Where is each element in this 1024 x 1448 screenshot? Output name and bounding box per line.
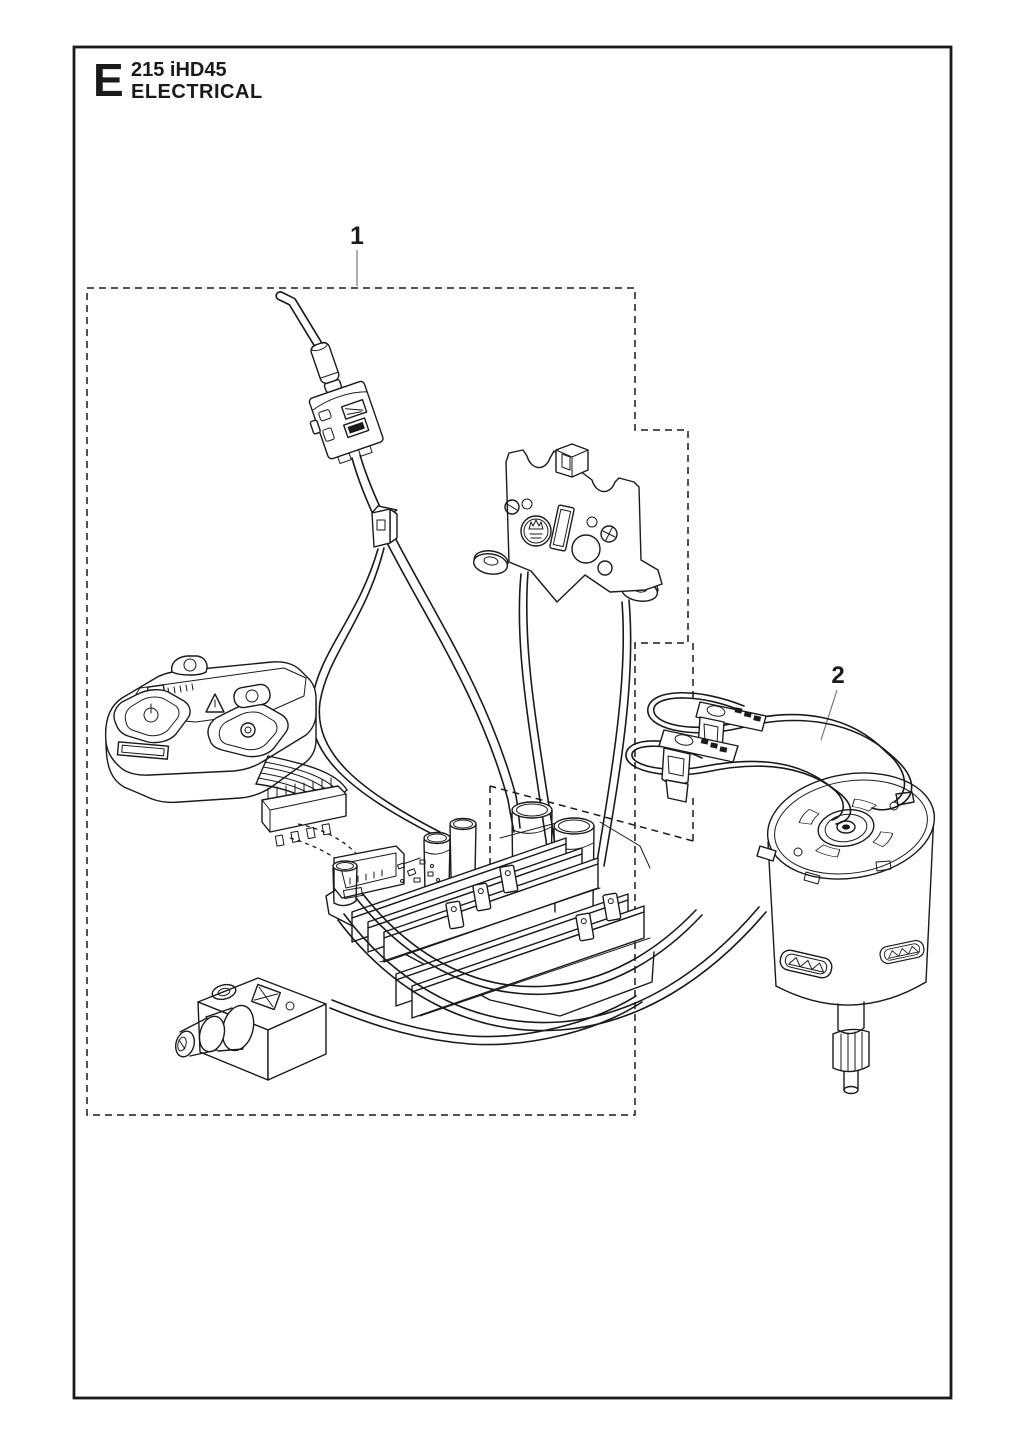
motor-vent-slot-right (879, 939, 926, 965)
sensor-connector-2-tip (666, 780, 688, 802)
capacitor-small-2 (450, 819, 476, 878)
keypad-module (106, 656, 374, 871)
callout-1-label: 1 (350, 222, 364, 250)
callout-2-label: 2 (831, 662, 845, 689)
keypad-ear-top (172, 656, 207, 675)
diagram-header (93, 54, 263, 106)
motor-shaft (833, 1002, 869, 1094)
connector-body (287, 334, 387, 468)
motor-vent-slot-left (778, 948, 833, 979)
solenoid (173, 978, 326, 1080)
power-connector (259, 278, 392, 472)
sensor-board-2 (659, 730, 738, 802)
ribbon-connector (262, 778, 346, 846)
pin-plug (311, 506, 440, 836)
section-title: ELECTRICAL (131, 81, 263, 103)
section-letter: E (93, 54, 124, 106)
mounting-bracket (472, 444, 662, 868)
motor-body-bottom (776, 982, 926, 1005)
board-connector (334, 846, 404, 899)
bracket-foot-left (472, 548, 509, 576)
electric-motor (757, 761, 942, 1093)
callout-2-leader (821, 690, 837, 740)
model-number: 215 iHD45 (131, 59, 227, 81)
bracket-center-block (556, 444, 588, 477)
